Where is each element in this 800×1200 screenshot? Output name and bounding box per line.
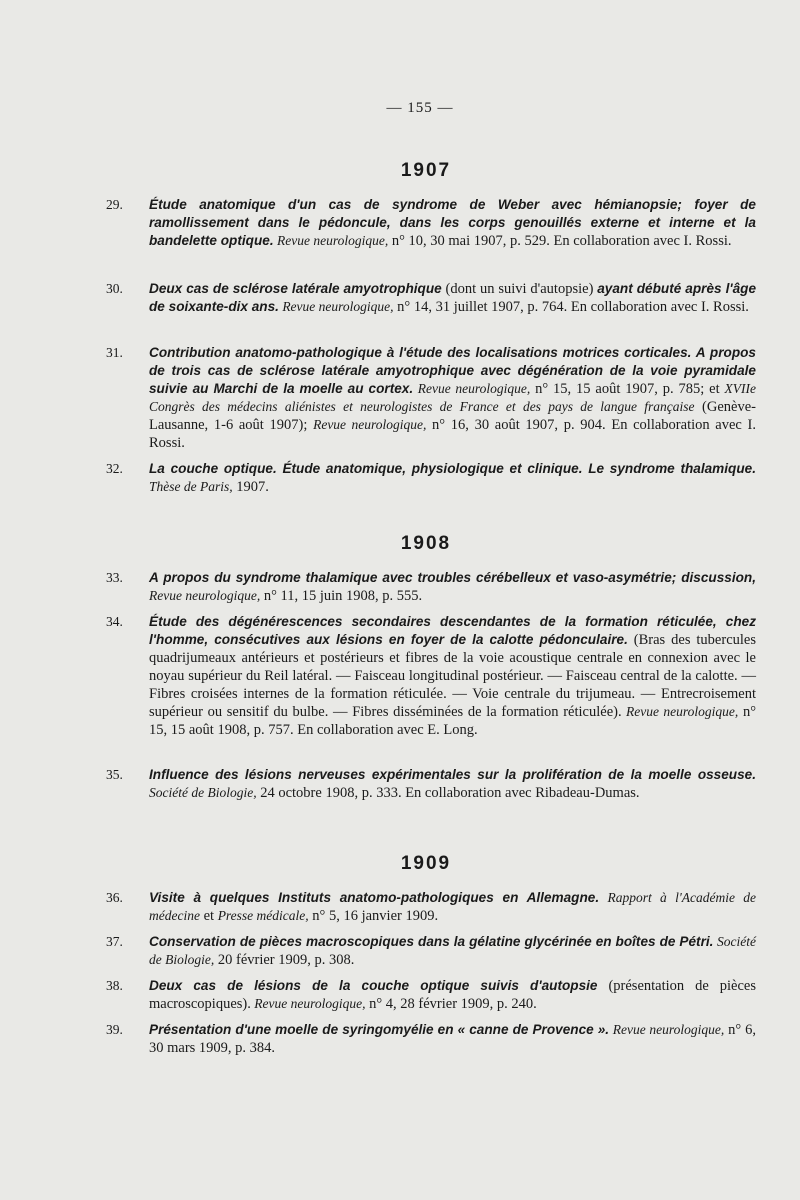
entry-details: n° 16, 30 août 1907, p. 904. En collaboration avec I. Rossi. [149, 417, 756, 451]
entry-details: (dont un suivi d'autopsie) [441, 281, 598, 297]
entry-39 [108, 1021, 756, 1057]
entry-source: Rapport à l'Académie de médecine [149, 890, 756, 923]
entry-text [149, 196, 756, 250]
entry-32 [108, 460, 756, 496]
year-heading-1908: 1908 [400, 533, 452, 554]
entry-number: 39. [106, 1022, 123, 1037]
entry-36 [108, 889, 756, 925]
entry-text [149, 1021, 756, 1057]
entry-details: 1907. [232, 479, 269, 495]
entry-text [149, 613, 756, 739]
entry-number: 34. [106, 614, 123, 629]
entry-details: et [199, 908, 218, 924]
entry-details: (Bras des tubercules quadrijumeaux antérieurs et postérieurs et fibres de la voie acoustique centrale en connexion avec le noyau supérieur du Reil latéral. — Faisceau longitudinal postérieur. — Faisceau central de la calotte. — Fibres croisées internes de la formation réticulée. — Voie centrale du trijumeau. — Entrecroisement supérieur ou sensitif du bulbe. — Fibres disséminées de la formation réticulée). [149, 632, 756, 720]
entry-30 [108, 280, 756, 316]
entry-35 [108, 766, 756, 802]
entry-text [149, 889, 756, 925]
entry-34 [108, 613, 756, 739]
entry-number: 29. [106, 197, 123, 212]
entry-source: XVIIe Congrès des médecins aliénistes et neurologistes de France et des pays de langue française [149, 381, 756, 414]
entry-text [149, 280, 756, 316]
entry-source: Presse médicale, [217, 908, 309, 923]
entry-source: Revue neurologique, [621, 704, 739, 719]
year-heading-1907: 1907 [400, 160, 452, 181]
entry-text [149, 460, 756, 496]
entry-37 [108, 933, 756, 969]
entry-details: n° 10, 30 mai 1907, p. 529. En collaboration avec I. Rossi. [388, 233, 732, 249]
entry-source: Société de Biologie, [149, 785, 257, 800]
entry-number: 36. [106, 890, 123, 905]
entry-details: n° 15, 15 août 1908, p. 757. En collaboration avec E. Long. [149, 704, 756, 738]
entry-title: Présentation d'une moelle de syringomyélie en « canne de Provence ». [149, 1022, 610, 1037]
entry-details: n° 5, 16 janvier 1909. [308, 908, 439, 924]
entry-source: Revue neurologique, [313, 417, 427, 432]
entry-source: Revue neurologique, [278, 299, 394, 314]
entry-number: 38. [106, 978, 123, 993]
entry-details: n° 4, 28 février 1909, p. 240. [365, 996, 537, 1012]
entry-number: 32. [106, 461, 123, 476]
entry-number: 37. [106, 934, 123, 949]
entry-31 [108, 344, 756, 452]
entry-source: Revue neurologique, [273, 233, 389, 248]
entry-source: Thèse de Paris, [149, 479, 233, 494]
entry-number: 35. [106, 767, 123, 782]
entry-29 [108, 196, 756, 250]
entry-title: Étude anatomique d'un cas de syndrome de Weber avec hémianopsie; foyer de ramollissement dans le pédoncule, dans les corps genouillés externe et interne et la bandelette optique. [149, 197, 756, 248]
entry-text [149, 569, 756, 605]
entry-details: n° 11, 15 juin 1908, p. 555. [260, 588, 423, 604]
entry-source: Revue neurologique, [149, 588, 261, 603]
entry-title: A propos du syndrome thalamique avec troubles cérébelleux et vaso-asymétrie; discussion, [149, 570, 756, 585]
entry-details: n° 6, 30 mars 1909, p. 384. [149, 1022, 756, 1056]
entry-number: 30. [106, 281, 123, 296]
entry-number: 33. [106, 570, 123, 585]
entry-text [149, 933, 756, 969]
entry-details: (Genève-Lausanne, 1-6 août 1907); [149, 399, 756, 433]
entry-title: Conservation de pièces macroscopiques dans la gélatine glycérinée en boîtes de Pétri. [149, 934, 714, 949]
entry-details: 20 février 1909, p. 308. [214, 952, 355, 968]
entry-source: Société de Biologie, [149, 934, 756, 967]
entry-33 [108, 569, 756, 605]
entry-source: Revue neurologique, [609, 1022, 725, 1037]
entry-details: n° 15, 15 août 1907, p. 785; et [530, 381, 725, 397]
entry-title: Deux cas de sclérose latérale amyotrophique [149, 281, 442, 296]
entry-source: Revue neurologique, [413, 381, 531, 396]
entry-text [149, 344, 756, 452]
year-heading-1909: 1909 [400, 853, 452, 874]
entry-details: (présentation de pièces macroscopiques). [149, 978, 756, 1012]
entry-title: Deux cas de lésions de la couche optique suivis d'autopsie [149, 978, 598, 993]
entry-details: n° 14, 31 juillet 1907, p. 764. En collaboration avec I. Rossi. [393, 299, 749, 315]
entry-title: ayant débuté après l'âge de soixante-dix ans. [149, 281, 757, 314]
entry-38 [108, 977, 756, 1013]
page-number: — 155 — [386, 100, 454, 116]
entry-title: Influence des lésions nerveuses expérimentales sur la prolifération de la moelle osseuse. [149, 767, 756, 782]
entry-title: Contribution anatomo-pathologique à l'étude des localisations motrices corticales. A propos de trois cas de sclérose latérale amyotrophique avec dégénération de la voie pyramidale suivie au Marchi de la moelle au cortex. [149, 345, 756, 396]
entry-text [149, 977, 756, 1013]
entry-details: 24 octobre 1908, p. 333. En collaboration avec Ribadeau-Dumas. [256, 785, 640, 801]
entry-number: 31. [106, 345, 123, 360]
entry-text [149, 766, 756, 802]
entry-title: Étude des dégénérescences secondaires descendantes de la formation réticulée, chez l'homme, consécutives aux lésions en foyer de la calotte pédonculaire. [149, 614, 756, 647]
entry-source: Revue neurologique, [250, 996, 366, 1011]
entry-title: La couche optique. Étude anatomique, physiologique et clinique. Le syndrome thalamique. [149, 461, 756, 476]
entry-title: Visite à quelques Instituts anatomo-pathologiques en Allemagne. [149, 890, 600, 905]
